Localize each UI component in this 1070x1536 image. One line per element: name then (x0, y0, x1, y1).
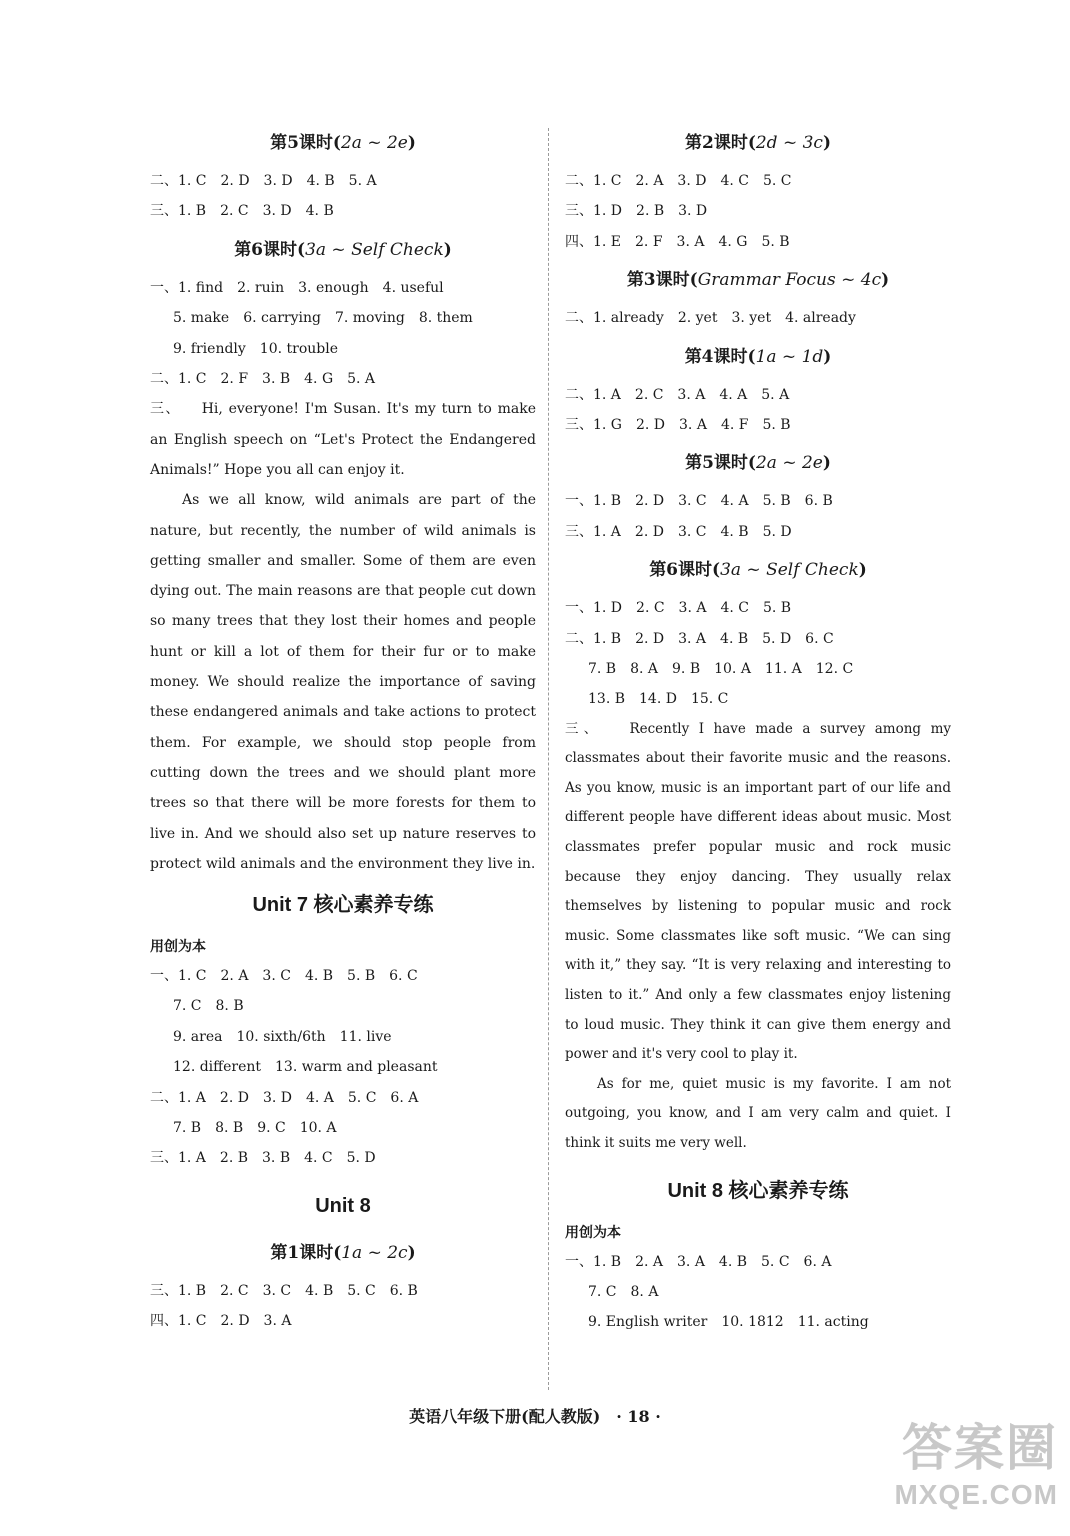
page-footer: 英语八年级下册(配人教版) · 18 · (409, 1407, 661, 1426)
answer-line: 二、1. C 2. A 3. D 4. C 5. C (565, 173, 792, 189)
lesson-heading: 第6课时(3a ~ Self Check) (234, 239, 452, 260)
answer-line: 7. C 8. A (588, 1283, 659, 1300)
answer-line: 三、1. A 2. D 3. C 4. B 5. D (565, 523, 792, 540)
watermark-domain: MXQE.COM (894, 1479, 1058, 1510)
lesson-heading: 第1课时(1a ~ 2c) (270, 1242, 416, 1263)
unit-heading: Unit 8 (315, 1194, 371, 1217)
lesson-heading: 第3课时(Grammar Focus ~ 4c) (626, 270, 890, 291)
answer-line: 13. B 14. D 15. C (588, 691, 729, 708)
answer-line: 三、1. A 2. B 3. B 4. C 5. D (150, 1150, 376, 1167)
answer-line: 7. B 8. B 9. C 10. A (173, 1120, 337, 1137)
answer-line: 三、1. D 2. B 3. D (565, 203, 708, 220)
section-label: 用创为本 (565, 1223, 621, 1240)
essay-paragraph: As we all know, wild animals are part of the nature, but recently, the number of wild animals is getting smaller and smaller. Some of them are even dying out. The main reasons are that people cut down so many trees that they lost their homes and people hunt or kill a lot of them for their fur or to make money. We should realize the importance of saving these endangered animals and take actions to protect them. For example, we should stop people from cutting down the trees and we should plant more trees so that there will be more forests for them to live in. And we should also set up nature reserves to protect wild animals and the environment they live in. (150, 492, 536, 872)
answer-line: 7. C 8. B (173, 998, 244, 1015)
right-column (565, 128, 951, 1338)
essay-label: 三、 (565, 720, 603, 737)
answer-line: 四、1. C 2. D 3. A (150, 1313, 292, 1330)
essay-paragraph: As for me, quiet music is my favorite. I am not outgoing, you know, and I am very calm and quiet. I think it suits me very well. (565, 1075, 951, 1151)
answer-line: 一、1. find 2. ruin 3. enough 4. useful (150, 279, 444, 296)
unit-heading: Unit 8 核心素养专练 (667, 1179, 849, 1202)
answer-line: 二、1. C 2. F 3. B 4. G 5. A (150, 370, 376, 387)
answer-line: 5. make 6. carrying 7. moving 8. them (173, 310, 473, 327)
answer-line: 一、1. B 2. D 3. C 4. A 5. B 6. B (565, 493, 833, 510)
essay-label: 三、 (150, 401, 181, 418)
lesson-heading: 第6课时(3a ~ Self Check) (649, 560, 867, 581)
lesson-heading: 第2课时(2d ~ 3c) (684, 133, 831, 153)
answer-line: 三、1. B 2. C 3. C 4. B 5. C 6. B (150, 1282, 418, 1299)
answer-line: 二、1. C 2. D 3. D 4. B 5. A (150, 173, 377, 189)
answer-line: 二、1. B 2. D 3. A 4. B 5. D 6. C (565, 630, 834, 647)
answer-line: 9. friendly 10. trouble (173, 340, 339, 357)
answer-line: 二、1. A 2. D 3. D 4. A 5. C 6. A (150, 1089, 419, 1106)
lesson-heading: 第5课时(2a ~ 2e) (685, 453, 831, 474)
left-column (150, 128, 536, 1337)
watermark-text: 答案圈 (902, 1420, 1058, 1476)
section-label: 用创为本 (150, 938, 206, 955)
answer-line: 一、1. C 2. A 3. C 4. B 5. B 6. C (150, 968, 418, 985)
answer-line: 二、1. A 2. C 3. A 4. A 5. A (565, 386, 790, 403)
column-divider (548, 128, 549, 1390)
answer-line: 四、1. E 2. F 3. A 4. G 5. B (565, 233, 790, 250)
essay-answer: 三、 Recently I have made a survey among my classmates about their favorite music and the reasons. As you know, music is an important part of our life and different people have different ideas about music. Most classmates prefer popular music and rock music because they enjoy dancing. They usually relax themselves by listening to popular music and rock music. Some classmates like soft music. “We can sing with it,” they say. “It is very relaxing and interesting to listen to it.” And only a few classmates enjoy listening to loud music. They think it can give them energy and power and it's very cool to play it. As for me, quiet music is my favorite. I am not outgoing, you know, and I am very calm and quiet. I think it suits me very well. (565, 715, 951, 1159)
answer-line: 9. area 10. sixth/6th 11. live (173, 1028, 392, 1045)
answer-line: 三、1. G 2. D 3. A 4. F 5. B (565, 416, 791, 433)
answer-line: 12. different 13. warm and pleasant (173, 1059, 438, 1076)
watermark-logo (888, 1418, 1058, 1528)
lesson-heading: 第4课时(1a ~ 1d) (684, 346, 832, 367)
lesson-heading: 第5课时(2a ~ 2e) (270, 133, 416, 153)
answer-line: 9. English writer 10. 1812 11. acting (588, 1314, 869, 1331)
answer-line: 二、1. already 2. yet 3. yet 4. already (565, 310, 856, 327)
answer-line: 7. B 8. A 9. B 10. A 11. A 12. C (588, 660, 854, 677)
answer-line: 一、1. D 2. C 3. A 4. C 5. B (565, 600, 792, 617)
unit-heading: Unit 7 核心素养专练 (252, 894, 434, 917)
answer-line: 三、1. B 2. C 3. D 4. B (150, 203, 334, 220)
essay-answer: 三、 Hi, everyone! I'm Susan. It's my turn to make an English speech on “Let's Protect the Endangered Animals!” Hope you all can enjoy it. As we all know, wild animals are part of the nature, but recently, the number of wild animals is getting smaller and smaller. Some of them are even dying out. The main reasons are that people cut down so many trees that they lost their homes and people hunt or kill a lot of them for their fur or to make money. We should realize the importance of saving these endangered animals and take actions to protect them. For example, we should stop people from cutting down the trees and we should plant more trees so that there will be more forests for them to live in. And we should also set up nature reserves to protect wild animals and the environment they live in. (150, 394, 536, 879)
answer-line: 一、1. B 2. A 3. A 4. B 5. C 6. A (565, 1253, 832, 1270)
